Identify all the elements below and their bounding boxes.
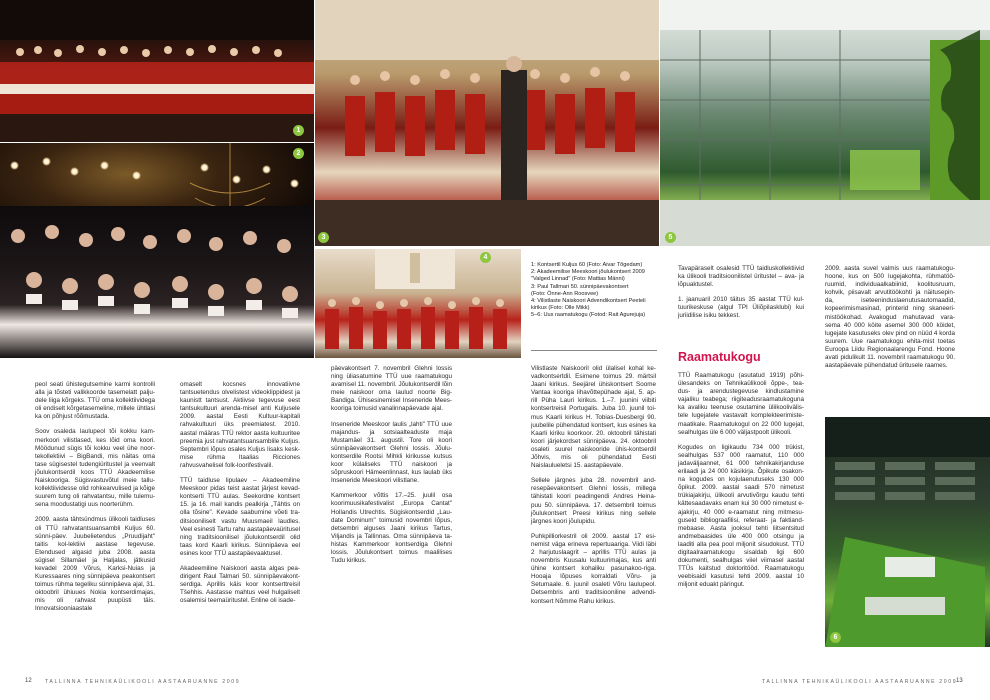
text-column-6: [825, 265, 955, 377]
paragraph: 2009. aasta suvel valmis uus raamatukogu-hoone, kus on 500 lugejakohta, rühmatöö-ruumid, individuaalkabiinid, koolitusruum, kohvik, piisavalt arvutitöökohti ja näitusepin-da, iseteeninduslaenutusautomaadid, kopeerimismasinad, printerid ning skaneeri-mistöökohad. Avakogud mahutavad vara-sema 40 000 köite asemel 300 000 köidet, lugejate kasutuseks olev pind on nüüd 4 korda suurem. Uue raamatukogu ehita-mist toetas Euroopa Liidu Regionaalarengu Fond. Hoone avati pidulikult 11. novembril raamatukogu 90. aastapäevale pühendatud üritusele raames.: [825, 265, 955, 370]
paragraph: peol seati ühistegutsemine karmi kontrolli alla ja tõsteti valikkoorde tasemelatt palju-dele liiga kõrgeks. TTÜ oma kollektiividega oli endiselt kõrgetasemeline, millele ühtlasi ka on põhjust rõõmustada.: [35, 381, 155, 421]
footer-title-left: TALLINNA TEHNIKAÜLIKOOLI AASTAARUANNE 2009: [45, 679, 241, 685]
text-column-4: [531, 365, 656, 613]
paragraph: Puhkpilliorkestril oli 2009. aastal 17 esi-nemist väga erineva repertuaariga. Viidi läbi 2 harjutuslaagrit – aprillis TTÜ aulas ja novembris Kuusalu kultuurimajas, kus anti ühine kontsert kohaliku pasunakoo-riga. Hooaja lõpuses korraldati Võru- ja Setumaale. 6. juunil osaleti Võru laulupeol. Detsembris anti traditsiooniline advendi-kontsert Nõmme Rahu kirikus.: [531, 532, 656, 605]
photo-badge-3: 3: [318, 232, 329, 243]
caption-divider: [531, 350, 657, 351]
text-column-5b: [678, 372, 804, 596]
paragraph: Sellele järgnes juba 28. novembril and-resepäevakontsert Glehni lossis, millega tähistati koori peadingendi Andres Heina-puu 50. sünnipäeva. 17. detsembril toimus jõulukontsert Preesi kirikus ning sellele järgnes koori jõulupidu.: [531, 477, 656, 525]
footer-title-right: TALLINNA TEHNIKAÜLIKOOLI AASTAARUANNE 2009: [762, 679, 958, 685]
page-number-right: 13: [956, 678, 963, 684]
paragraph: Soov osaleda laulupeol tõi kokku kam-merkoori vilistlased, kes lõid oma koori. Möödunud sügis tõi kokku veel ühe noor-tekollektiivi – BigBandi, mis näitas oma tase sügisestel tudengiüritustel ja veenvalt jõulukontserdil koos TTÜ Akadeemilise Naiskooriga. Sügisvastuvõtul meie tallu-kollektiividesse olid rohkearvulised ja kõige suurem tung oli rahvatantsu, mille tulemu-sena moodustatigi uus noorterühm.: [35, 428, 155, 509]
photo-church-concert: [315, 249, 521, 358]
photo-badge-4: 4: [480, 252, 491, 263]
photo-captions: [531, 262, 656, 320]
text-column-5: [678, 265, 804, 328]
paragraph: omaselt kocsnes innovatiivne tantsuetendus olvelistest videoklippidest ja kaunistt tantsust. Aktiivse tegevuse eest tantsukultuuri arenda-misel anti Kuljusele 2009. aastal Eesti Kultuur-kapitali rahvakultuuri üks preemiatest. 2010. aastal määras TTÜ rektor aasta kultuuritee preemia just rahvatantsuansamblile Kuljus. Septembri lõpus osales Kuljus lisaks kesk-mise rühma Itaalias Ricciones rahvusvahelisel folk-loorifestivalil.: [180, 381, 300, 469]
paragraph: Kammerkoor võttis 17.–25. juulil osa koorimuusikafestivalist „Europa Cantat" Hollandis Utrechtis. Sügiskontserdid „Lau-date Dominum" toimusid novembri lõpus, detsembri alguses Jaani kirikus Tartus, Viljandis ja Tallinnas. Oma sünnipäeva ta-histas Kammerkoor kontserdiga Glehni lossis. Jõulukontsert toimus maalilises Tudu kirikus.: [331, 492, 452, 565]
caption-line: 3: Paul Tallmari 50. sünnipäevakontsert: [531, 283, 629, 290]
paragraph: 1. jaanuaril 2010 täitus 35 aastat TTÜ kul-tuurikeskuse (algul TPI Üliõpilasklubi) kui juriidilise isiku tekkest.: [678, 296, 804, 320]
photo-folk-dance-ensemble: [0, 0, 314, 142]
photo-badge-6: 6: [830, 632, 841, 643]
caption-line: 1: Kontsertil Kuljus 60 (Foto: Aivar Tõgedam): [531, 262, 643, 268]
paragraph: TTÜ Raamatukogu (asutatud 1919) põhi-ülesandeks on Tehnikaülikooli õppe-, tea-dus- ja arendustegevuse kindlustamine vajaliku teabega; riigiteadusraamatukoguna ka avaliku teenuse osutamine üliikoolivälis-tele lugejatele vastavalt komplekteerimiste-maatikale. Raamatukogul on 22 000 lugejat, sealhulgas üle 6 000 väljastpoolt ülikooli.: [678, 372, 804, 436]
photo-male-choir: [0, 206, 314, 358]
photo-badge-2: 2: [293, 148, 304, 159]
photo-badge-1: 1: [293, 125, 304, 136]
paragraph: 2009. aasta tähtsündmus ülikooli taidluses oli TTÜ rahvatantsuansambli Kuljus 60. sünni-päev. Juubelietendus „Pruudijaht" taitis kol-lektiivi aastase tegevuse. Etendused algasid juba 2008. aasta sügisel Sillamäel ja Haljalas, jätkusid kevadel 2009 Võrus, Karksi-Nuias ja Kuressaares ning sünnipäeva peakontsert toimus rühma tegeliku sünnipäeva ajal, 31. oktoobril ühiuues Nokia kontserdimajas, mis oli rahvast puupüsti täis. Innovatsiooniaastale: [35, 516, 155, 613]
paragraph: Inseneride Meeskoor laulis „lahti" TTÜ uue majandus- ja sotsiaalteaduste maja Mustamäel 31. augustil. Tore oli koori sünnipäevakontsert Glehni lossis. Jõulu-kontserdile Rootsi Mihkli kirikusse kutsus koor külaliseks TTÜ naiskoori ja sõpruskoori Hämeenlinnast, kus laulab üks Inseneride Meeskoori vilistlane.: [331, 420, 452, 485]
paragraph: Tavapäraselt osalesid TTÜ taidluskollektiivid ka ülikooli traditsioonilistel üritustel – ava- ja lõpuaktustel.: [678, 265, 804, 289]
paragraph: Kogudes on ligikaudu 734 000 trükist, sealhulgas 537 000 raamatut, 110 000 jadaväljaannet, 61 000 tehnikakirjanduse erilaadi ja 24 000 käsikirja. Õpikute osakon-na kogudes on kojulaenutuseks 130 000 õpikut. 2009. aastal saadi 570 nimetust trükiajakirju, ülikooli arvutivõrgu kaudu tehti kättesaadavaks enam kui 30 000 nimetust e-ajakirju, 40 000 e-raamatut ning mitmesu-guseid bibliograafilisi, referaat- ja faktiand-mebaase. Aasta jooksul tehti liitsentsitud andmebaasides üle 400 000 otsingu ja laaditi alla pea pool miljonit sisudokust. TTÜ digitaalraamatukogu sisaldab ligi 600 dokumenti, sealhulgas viiel viimasel aastal TTÜs kaitstud doktoritööd. Raamatukogu veebisaidi kasutusi tehti 2009. aastal 10 miljonit eduakt päringut.: [678, 443, 804, 589]
caption-line: 2: Akadeemilise Meeskoori jõulukontsert 2009: [531, 269, 645, 276]
caption-line: kirikus (Foto: Olle Mikk): [531, 305, 590, 312]
caption-line: "Valged Linnad" (Foto: Mattias Männi): [531, 276, 625, 283]
photo-badge-5: 5: [665, 232, 676, 243]
paragraph: TTÜ taidluse lipulaev – Akadeemiline Meeskoor pidas teist aastat järjest kevad-kontserti TTÜ aulas. Seekordne kontsert 15. ja 16. mail kandis pealkirja „Tähtis on olla tõsine". Kevade saabumine võeti tra-ditsiooniliselt vastu Muusmaeil laudles. Veel esinesti Tartu rahu aastapäevaüritusel ning traditsioonilisel jõulukontserdil olid taas kord Kaarli kirikus. Sünnipäeva eel esines koor TTÜ aastapäevaaktusel.: [180, 477, 300, 557]
page-number-left: 12: [25, 678, 32, 684]
caption-line: (Foto: Önne-Ann Roosvee): [531, 290, 599, 297]
photo-new-library-building: [660, 0, 990, 246]
caption-line: 4: Vilistlaste Naiskoori Advendikontsert Peeteli: [531, 298, 646, 305]
paragraph: päevakontsert 7. novembril Glehni lossis ning üliasatumine TTÜ uue raamatukogu avamisel 11. novembril. Jõulukontserdil lõin meie naiskoor oma laulud noorte Big-Bandiga. Ühisesinemisel Inseneride Mees-kooriga toimusid vanalinnapäevade ajal.: [331, 365, 452, 413]
photo-library-interior: [825, 417, 990, 647]
text-column-3: [331, 365, 452, 572]
text-column-1: [35, 381, 155, 621]
text-column-2: [180, 381, 300, 612]
caption-line: 5–6: Uus raamatukogu (Fotod: Rait Agurejuja): [531, 312, 646, 319]
section-heading-raamatukogu: Raamatukogu: [678, 350, 761, 364]
photo-womens-choir-stage: [315, 0, 659, 246]
paragraph: Akadeemiline Naiskoori aasta algas pea-dirigent Raul Talmari 50. sünnipäevakont-serdiga. Aprillis käis koor kontserttreisil Tšehhis. Aastasse mahtus veel hulgaliselt osalemisi teemaüritustel. Enline oli isade-: [180, 564, 300, 605]
paragraph: Vilistlaste Naiskooril olid ülalisel kohal ke-vadkontsertdil. Esimene toimus 29. märtsil Jaani kirikus. Seejärel ühiskontsert Soome Vantaa kooriga lihavõttepühade ajal, 5. ap-rill Püha Lauri kirikus. 1.–7. juunini viibiti kontsertreisil Portugalis. Juba 10. juunil toi-mus Kaarli kirikus H. Tobias-Duesbergi 90. juubelile pühendatud kontsert, kus esines ka Kaarli kiriku koorkoor. 20. oktoobril tähistati koori järjekordset sünnipäeva. 24. oktoobril osaleti suurel naiskooride ühis-kontserdil Jõhvis, mis oli pühendatud Eesti Naislaulueletsi 15. aastapäevale.: [531, 365, 656, 470]
